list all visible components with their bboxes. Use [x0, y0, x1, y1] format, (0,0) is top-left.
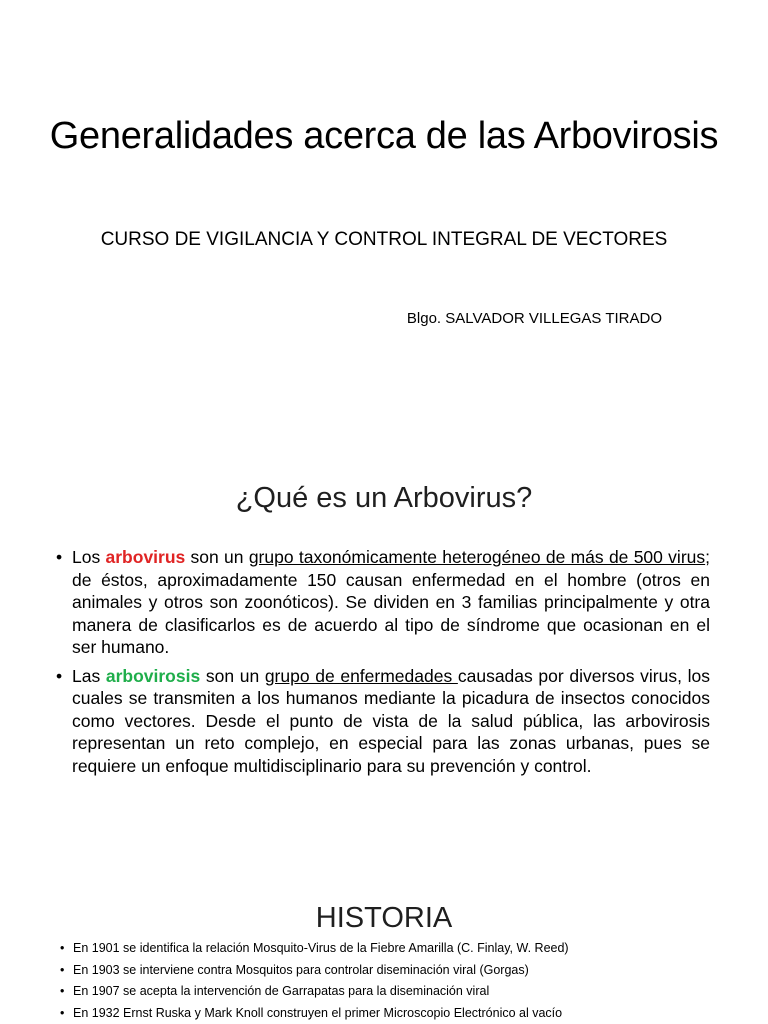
bullet-dot: •: [60, 941, 65, 955]
bullet-text: Las: [72, 665, 106, 686]
slide-history: [0, 864, 768, 1024]
bullet-dot: •: [56, 547, 63, 567]
bullet-text: Los: [72, 547, 106, 567]
bullet-dot: •: [56, 665, 63, 686]
underlined-phrase: grupo de enfermedades: [264, 665, 458, 686]
history-item: [60, 981, 740, 1003]
bullet-text: ; de éstos, aproximadamente 150 causan enfermedad en el hombre (otros en animales y otros son zoonóticos). Se dividen en 3 familias principalmente y otra manera de clasificarlos es de acuerdo al tipo de síndrome que ocasionan en el ser humano.: [72, 547, 711, 657]
author-name: Blgo. SALVADOR VILLEGAS TIRADO: [406, 310, 662, 327]
history-item-text: En 1932 Ernst Ruska y Mark Knoll construyen el primer Microscopio Electrónico al vacío: [73, 1005, 563, 1020]
history-item: [60, 1003, 740, 1024]
bullet-text: causadas por diversos virus, los cuales se transmiten a los humanos mediante la picadura de insectos conocidos como vectores. Desde el punto de vista de la salud pública, las arbovirosis representan un reto complejo, en especial para las zonas urbanas, pues se requiere un enfoque multidisciplinario para su prevención y control.: [72, 665, 710, 776]
bullet-arbovirus: [58, 546, 710, 659]
history-heading: HISTORIA: [315, 902, 453, 934]
slide-definition: [0, 432, 768, 864]
history-item-text: En 1903 se interviene contra Mosquitos para controlar diseminación viral (Gorgas): [73, 962, 529, 977]
history-list: [60, 938, 740, 1024]
bullet-dot: •: [60, 1005, 65, 1020]
definition-bullet-list: [58, 546, 710, 783]
bullet-text: son un: [200, 665, 265, 686]
bullet-text: son un: [185, 547, 249, 567]
course-subtitle: CURSO DE VIGILANCIA Y CONTROL INTEGRAL DE VECTORES: [100, 229, 668, 250]
history-item: [60, 938, 740, 960]
history-item-text: En 1901 se identifica la relación Mosquito-Virus de la Fiebre Amarilla (C. Finlay, W. Reed): [73, 941, 569, 955]
underlined-phrase: grupo taxonómicamente heterogéneo de más de 500 virus: [248, 547, 706, 567]
slide-title-heading: Generalidades acerca de las Arbovirosis: [49, 115, 719, 157]
keyword-arbovirus: arbovirus: [105, 547, 186, 567]
definition-heading: ¿Qué es un Arbovirus?: [235, 482, 533, 514]
bullet-arbovirosis: [58, 665, 710, 778]
history-item: [60, 960, 740, 982]
history-item-text: En 1907 se acepta la intervención de Garrapatas para la diseminación viral: [73, 984, 490, 998]
bullet-dot: •: [60, 962, 65, 977]
slide-title: [0, 0, 768, 432]
keyword-arbovirosis: arbovirosis: [105, 665, 201, 686]
bullet-dot: •: [60, 984, 65, 998]
